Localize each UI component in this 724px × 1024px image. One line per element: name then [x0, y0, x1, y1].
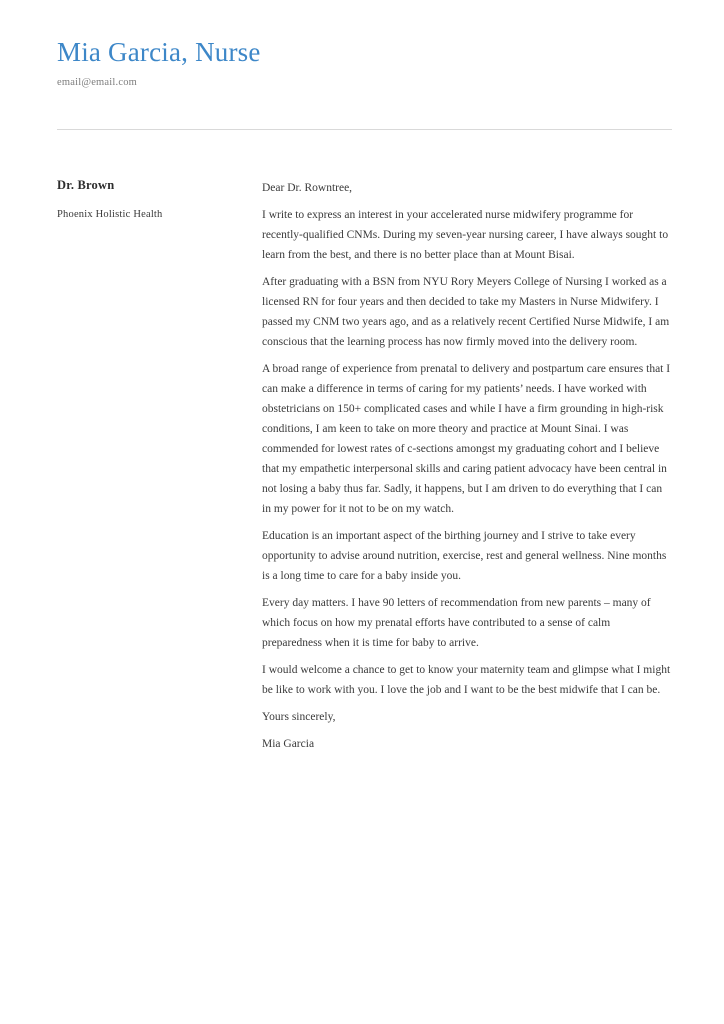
letter-header [57, 38, 672, 88]
salutation: Dear Dr. Rowntree, [262, 181, 353, 194]
letter-paragraph: Every day matters. I have 90 letters of recommendation from new parents – many of which focus on how my prenatal efforts have contributed to a sense of calm preparedness when it is time for baby to arrive. [262, 596, 651, 649]
applicant-email: email@email.com [57, 76, 138, 88]
recipient-name: Dr. Brown [57, 177, 115, 192]
letter-body [57, 178, 672, 754]
letter-paragraph: After graduating with a BSN from NYU Rory Meyers College of Nursing I worked as a licensed RN for four years and then decided to take my Masters in Nurse Midwifery. I passed my CNM two years ago, and as a relatively recent Certified Nurse Midwife, I am conscious that the learning process has now firmly moved into the delivery room. [262, 275, 670, 348]
applicant-name: Mia Garcia, Nurse [57, 37, 261, 67]
recipient-company: Phoenix Holistic Health [57, 208, 163, 220]
letter-content [262, 178, 672, 754]
closing: Yours sincerely, [262, 710, 336, 723]
letter-paragraph: A broad range of experience from prenatal to delivery and postpartum care ensures that I can make a difference in terms of caring for my patients’ needs. I have worked with obstetricians on 150+ complicated cases and while I have a firm grounding in high-risk conditions, I am keen to take on more theory and practice at Mount Sinai. I was commended for lowest rates of c-sections amongst my graduating cohort and I believe that my empathetic interpersonal skills and caring patient advocacy have been central in not losing a baby thus far. Sadly, it happens, but I am driven to do everything that I can in my power for it not to be on my watch. [262, 362, 671, 515]
header-divider [57, 129, 672, 130]
recipient-block [57, 178, 262, 754]
letter-paragraph: I write to express an interest in your accelerated nurse midwifery programme for recently-qualified CNMs. During my seven-year nursing career, I have always sought to learn from the best, and there is no better place than at Mount Bisai. [262, 208, 669, 261]
letter-paragraph: I would welcome a chance to get to know your maternity team and glimpse what I might be like to work with you. I love the job and I want to be the best midwife that I can be. [262, 663, 671, 696]
signature: Mia Garcia [262, 737, 315, 750]
letter-paragraph: Education is an important aspect of the birthing journey and I strive to take every opportunity to advise around nutrition, exercise, rest and general wellness. Nine months is a long time to care for a baby inside you. [262, 529, 667, 582]
